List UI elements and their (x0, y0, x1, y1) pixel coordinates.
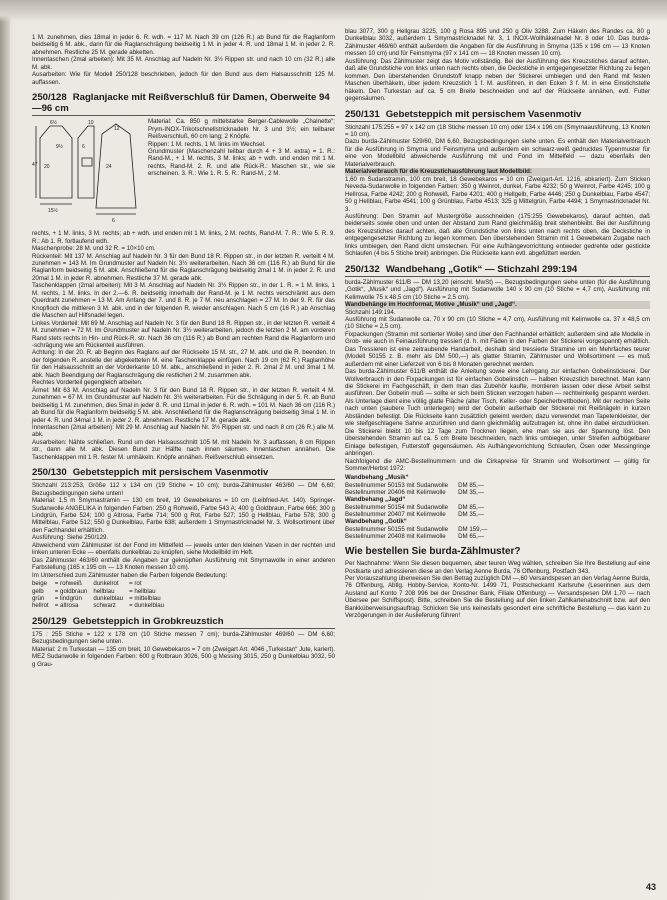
section-heading-250-129 (32, 616, 335, 629)
fig-label: 47 (32, 162, 38, 169)
intro-paragraph: blau 3077, 300 g Hellgrau 3225, 100 g Rosa 895 und 250 g Oliv 3288. Zum Häkeln des Randes ca. 80 g Dunkelblau 3032, außerdem 1 Smyrnastricknadel Nr. 3, 1 INOX-Wollhäkelnadel Nr. 8 oder 10. Das burda-Zählmuster 469/60 enthält außerdem die Angaben für die Ausführung in Smyrna (135 x 196 cm — 13 Knoten messen 10 cm) und für Feinsmyrna (97 x 141 cm — 18 Knoten messen 10 cm). (345, 28, 650, 58)
body-paragraph: Rechtes Vorderteil gegengleich arbeiten. (32, 379, 143, 387)
body-paragraph: Ausarbeiten: Nähte schließen. Rund um den Halsausschnitt 105 M. mit Nadeln Nr. 3 auffassen, 8 cm Rippen str., dann alle M. abk. Diesen Bund zur Hälfte nach innen säumen. Innentaschen annähen. Die Taschenklappen mit 1 R. fester M. umhäkeln. Knöpfe annähen. Reißverschluß einsetzen. (32, 438, 335, 461)
body-paragraph: Ausführung: Den Stramin auf Mustergröße ausschneiden (175:255 Gewebekaros), darauf achten, daß beiderseits sowie oben und unten der Abstand zum Rand gleichmäßig breit stehenbleibt. Bei der Ausführung des Kreuzstiches darauf achten, daß alle Grundstiche von links unten nach rechts oben, die Deckstiche in entgegengesetzter Richtung zu liegen kommen. Den überstehenden Stramin mit 1 Gewebekaro Zugabe nach links umbiegen, den Rand dicht umstechen. Für eine Aufhängevorrichtung entweder gedrehte oder gestickte Schlaufen (4 bis 5 Stiche breit) anbringen. Die Rückseite kann evtl. abgefüttert werden. (345, 212, 650, 258)
table-row: Bestellnummer 50155 mit Sudanwolle DM 159,— (345, 525, 488, 533)
rippen-paragraph: Rippen: 1 M. rechts, 1 M. links im Wechsel. (148, 140, 266, 148)
section-title: Wandbehang „Gotik“ — Stichzahl 299:194 (385, 263, 578, 275)
material-paragraph: Material: Ca. 850 g mittelstarke Berger-Cablewolle „Chalnette“; Prym-INOX-Trikotschnellstricknadeln Nr. 3 und 3½; ein teilbarer Reißverschluß, 60 cm lang; 2 Knöpfe. (148, 118, 335, 141)
order-table (345, 504, 494, 518)
fig-label: 20 (44, 164, 50, 171)
body-paragraph: rechts, + 1 M. links, 3 M. rechts; ab + wdh. und enden mit 1 M. links, 2 M. rechts, Rand-M. 7. R.: Wie 5. R. 9. R.: Ab 1. R. fortlaufend wdh. (32, 230, 335, 245)
intro-paragraph: 1 M. zunehmen, dies 18mal in jeder 6. R. wdh. = 117 M. Nach 39 cm (126 R.) ab Bund für die Raglanform beidseitig 6 M. abk., dann für die Raglanschrägung beidseitig 1 M. in jeder 4. R. und 18mal 1 M. in jeder 2. R. abnehmen. Restliche 25 M. gerade abketten. (32, 34, 335, 56)
body-paragraph: Innentaschen (2mal arbeiten): Mit 29 M. Anschlag auf Nadeln Nr. 3½ Rippen str. und nach 8 cm (26 R.) alle M. abk. (32, 423, 335, 439)
body-paragraph: Per Nachnahme: Wenn Sie diesen bequemen, aber teuren Weg wählen, schreiben Sie Ihre Bestellung auf eine Postkarte und adressieren diese an den Verlag Aenne Burda, 76 Offenburg, Postfach 343. (345, 560, 650, 575)
body-paragraph: Stichzahl 149:194. (345, 308, 396, 316)
figure-side-text (148, 118, 335, 230)
order-instructions-heading: Wie bestellen Sie burda-Zählmuster? (345, 546, 521, 558)
table-row: hellrot = altrosa schwarz = dunkelblau (32, 602, 165, 610)
intro-paragraph: Ausarbeiten: Wie für Modell 250/128 beschrieben, jedoch für den Bund aus dem Halsausschnitt 125 M. auffassen. (32, 71, 335, 86)
order-list (345, 474, 650, 540)
body-paragraph: Ausführung: Siehe 250/129. (32, 534, 109, 542)
left-column (32, 0, 335, 668)
fig-label: 6 (112, 218, 115, 225)
table-row: Bestellnummer 20407 mit Kelimwolle DM 35,— (345, 510, 485, 518)
order-group-title: Wandbehang „Musik“ (345, 474, 409, 482)
body-paragraph: burda-Zählmuster 611/B — DM 13,20 (einschl. MwSt) —, Bezugsbedingungen siehe unten (für die Ausführung „Gotik“, „Musik“ und „Jagd“). Ausführung mit Sudanwolle 140 x 90 cm (10 Stiche = 4,7 cm), Ausführung mit Kelimwolle 75 x 48,5 cm (10 Stiche = 2,5 cm). (345, 278, 650, 301)
section-number: 250/131 (345, 108, 380, 120)
body-paragraph: Das burda-Zählmuster 611/B enthält die Anleitung sowie eine Lehrgang zur einfachen Gobelinstickerei. Der Wollverbrauch in den Fixpackungen ist für einfachen Gobelinstich — halben Kreuzstich berechnet. Man kann die Stickerei im Fachgeschäft, in dem man das Zubehör kaufte, montieren lassen oder diese Arbeit selbst ausführen. Der Gobelin muß — sollte er sich beim Sticken verzogen haben — rechtwinkelig gespannt werden. Als Unterlage dient eine völlig glatte Fläche (alter Tisch, Keller- oder Speicherbrettboden). Mit der rechten Seite nach unten (saubere Tuch unterlegen) wird der Gobelin außerhalb der Stickerei mit Reißnägeln in kurzen Abständen befestigt. Die Rückseite kann zusätzlich geleimt werden; dazu verwendet man Tapetenkleister, der wie steifgeschlagene Sahne anzurühren und dann gleichmäßig aufzutragen ist, ohne ihn dabei einzudrücken. Die Stickerei bleibt 10 bis 12 Tage zum Trocknen liegen, ehe man sie aus der Spannung löst. Den überstehenden Stramin auf ca. 5 cm Breite beschneiden, nach links umbiegen, unter Streifen aufbügelbarer Einlage befestigen, Futterstoff gegensäumen. Als Aufhängevorrichtung Schlaufen, Ösen oder Messingringe anbringen. (345, 368, 650, 458)
fig-label: 10 (88, 120, 94, 127)
body-paragraph: Linkes Vorderteil: Mit 69 M. Anschlag auf Nadeln Nr. 3 für den Bund 18 R. Rippen str., in der letzten R. verteilt 4 M. zunehmen = 72 M. Im Grundmuster auf Nadeln Nr. 3½ weiterarbeiten, jedoch die letzten 2 M. am vorderen Rand stets rechts in Hin- und Rück-R. str. Nach 36 cm (116 R.) ab Bund am rechten Rand die Raglanform und -schrägung wie am Rückenteil ausführen. (32, 319, 335, 349)
intro-paragraph: Innentaschen (2mal arbeiten): Mit 35 M. Anschlag auf Nadeln Nr. 3½ Rippen str. und nach 10 cm (32 R.) alle M. abk. (32, 56, 335, 71)
body-paragraph: Abweichend vom Zählmuster ist der Fond im Mittelfeld — jeweils unter den kleinen Vasen in der rechten und linken unteren Ecke — ebenfalls dunkelblau zu knüpfen, siehe Modellbild im Heft. (32, 541, 335, 557)
page-number: 43 (646, 882, 657, 892)
body-paragraph: Ausführung mit Sudanwolle ca. 70 x 90 cm (10 Stiche = 4,7 cm), Ausführung mit Kelimwolle ca. 37 x 48,5 cm (10 Stiche = 2,5 cm). (345, 315, 650, 331)
body-paragraph: Dazu burda-Zählmuster 529/60, DM 6,60, Bezugsbedingungen siehe unten. Es enthält den Materialverbrauch für die Ausführung in Smyrna und Feinsmyrna und außerdem ein schwarz-weiß gedrucktes Typenmuster für eine von Modellbild abweichende Ausführung mit und Fond im Mittelfeld — dazu ebenfalls den Materialverbrauch. (345, 138, 650, 168)
body-paragraph: Material: 2 m Turkestan — 135 cm breit, 10 Gewebekaros = 7 cm (Zweigart Art. 4046 „Turkestan“ Jute, kariert). MEZ Sudanwolle in folgenden Farben: 600 g Rotbraun 3026, 500 g Messing 3015, 250 g Dunkelblau 3032, 50 g Grau- (32, 645, 335, 668)
section-number: 250/129 (32, 615, 67, 627)
bold-subheading: Wandbehänge im Hochformat, Motive „Musik“ und „Jagd“. (345, 301, 650, 308)
body-paragraph: Rückenteil: Mit 137 M. Anschlag auf Nadeln Nr. 3 für den Bund 18 R. Rippen str., in der letzten R. verteilt 4 M. zunehmen = 143 M. Im Grundmuster auf Nadeln Nr. 3½ weiterarbeiten. Nach 36 cm (116 R.) ab Bund für die Raglanform beidseitig 5 M. abk. Anschließend für die Raglanschrägung beidseitig 2mal 1 M. in jeder 2. R. und 20mal 1 M. in jeder R. abnehmen. Restliche 37 M. gerade abk. (32, 252, 335, 282)
body-paragraph: Fixpackungen (Stramin mit sortierter Wolle) sind über den Fachhandel erhältlich; außerdem sind alle Modelle in Grob- wie auch in Feinausführung tressiert (d. h. mit Fäden in den Farben der Stickerei vorgespannt) erhältlich. Das Tressieren ist eine zeitraubende Handarbeit, deshalb sind tressierte Stramine um ein Mehrfaches teurer (Modell 50155 z. B. mehr als DM 500,—) als glatter Stramin, Zählmuster und Wollsortiment — es muß außerdem mit einer Lieferzeit von 6 bis 8 Monaten gerechnet werden. (345, 330, 650, 368)
body-paragraph: 1,60 m Sudanstramin, 100 cm breit, 18 Gewebekaros = 10 cm (Zweigart-Art. 1216, abkariert). Zum Sticken Neveda-Sudanwolle in folgenden Farben: 350 g Weinrot, dunkel, Farbe 4232; 50 g Weinrot, Farbe 4245; 100 g Hellrosa, Farbe 4242; 200 g Rohweiß, Farbe 4201; 400 g Hellgelb, Farbe 4446; 250 g Dunkelblau, Farbe 4547; 50 g Hellblau, Farbe 4541; 100 g Grünblau, Farbe 4513; 325 g Mittelgrün, Farbe 4494; 1 Smyrnastricknadel Nr. 3. (345, 175, 650, 213)
pattern-figure-block (32, 118, 335, 230)
body-paragraph: Maschenprobe: 28 M. und 32 R. = 10×10 cm. (32, 245, 156, 253)
order-table (345, 526, 497, 540)
section-title: Gebetsteppich mit persischem Vasenmotiv (72, 467, 269, 479)
body-paragraph: Im Unterschied zum Zählmuster haben die Farben folgende Bedeutung: (32, 571, 228, 579)
body-paragraph: Per Vorauszahlung überweisen Sie den Betrag zuzüglich DM —,60 Versandspesen an den Verlag Aenne Burda, 76 Offenburg, Abtlg. Hobby-Service, Konto-Nr. 1499 71, Postscheckamt Karlsruhe (Leserinnen aus dem Ausland auf Konto 7 208 996 bei der Dresdner Bank, Filiale Offenburg) — Versandspesen DM 1,70 — nach Übersee per Schiffspost). Bitte, schreiben Sie die Bestellung auf den linken Zahlkartenabschnitt bzw. auf den Bankküberweisungsauftrag. Schicken Sie uns keinesfalls gesondert eine schriftliche Bestellung — das kann zu Verzögerungen in der Auslieferung führen! (345, 574, 650, 620)
section-heading-250-132 (345, 264, 650, 277)
body-paragraph: Ärmel: Mit 63 M. Anschlag auf Nadeln Nr. 3 für den Bund 18 R. Rippen str., in der letzten R. verteilt 4 M. zunehmen = 67 M. Im Grundmuster auf Nadeln Nr. 3½ weiterarbeiten. Für die Schrägung in der 5. R. ab Bund beidseitig 1 M. zunehmen, dies 5mal in jeder 8. R. und 11mal in jeder 6. R. wdh. = 101 M. Nach 36 cm (116 R.) ab Bund für die Raglanform beidseitig 5 M. abk. Anschließend für die Raglanschrägung beidseitig 3mal 1 M. in jeder 4. R. und 34mal 1 M. in jeder 2. R. abnehmen. Restliche 17 M. gerade abk. (32, 386, 335, 424)
body-paragraph: Nachfolgend die AMC-Bestellnummern und die Cirkapreise für Stramin und Wollsortiment — gültig für Sommer/Herbst 1972: (345, 457, 650, 473)
material-heading: Materialverbrauch für die Kreuzstichausführung laut Modellbild: (345, 168, 650, 175)
intro-paragraph: Ausführung: Das Zählmuster zeigt das Motiv vollständig. Bei der Ausführung des Kreuzstiches darauf achten, daß alle Grundstiche von links unten nach rechts oben, die Deckstiche in entgegengesetzter Richtung zu liegen kommen. Den überstehenden Grundstoff knapp neben der Stickerei umbiegen und den Rand mit festen Maschen überhäkeln, über jedem Kreuzstich 1 f. M. ausführen, in den Ecken 3 f. M. in eine Einstichstelle häkeln. Den Turkestan auf ca. 5 cm Breite beschneiden und auf der Rückseite annähen, evtl. Futter gegensäumen. (345, 57, 650, 103)
fig-label: 12 (114, 126, 120, 133)
body-paragraph: 175 : 255 Stiche = 122 x 178 cm (10 Stiche messen 7 cm); burda-Zählmuster 469/60 — DM 6,60; Bezugsbedingungen siehe unten. (32, 630, 335, 646)
section-number: 250/132 (345, 263, 380, 275)
fig-label: 6 (82, 144, 85, 151)
fig-label: 15½ (48, 208, 58, 215)
fig-label: 6½ (50, 120, 57, 127)
section-number: 250/128 (32, 92, 67, 104)
section-title: Gebetsteppich mit persischem Vasenmotiv (385, 108, 582, 120)
body-paragraph: Material: 1,5 m Smyrnastramin — 130 cm breit, 19 Gewebekaros = 10 cm (Leibfried-Art. 140). Springer-Sudanwolle ANGELIKA in folgenden Farben: 250 g Rohweiß, Farbe 543 A; 400 g Goldbraun, Farbe 666; 300 g Lindgrün, Farbe 524; 100 g Altrosa, Farbe 714; 500 g Rot, Farbe 527; 150 g Hellblau, Farbe 578; 300 g Mittelblau, Farbe 512; 550 g Dunkelblau, Farbe 638; außerdem 1 Smyrnastricknadel Nr. 3. Wollsortiment über den Fachhandel erhältlich. (32, 497, 335, 534)
body-paragraph: Achtung: In der 20. R. ab Beginn des Raglans auf der Rückseite 15 M. str., 27 M. abk. und die R. beenden. In der folgenden R. anstelle der abgeketteten M. eine Taschenklappe einfügen. Nach 19 cm (62 R.) Raglanhöhe für den Halsausschnitt an der Vorderkante 10 M. abk., anschließend in jeder 2. R. 2mal 2 M. und 3mal 1 M. abk. Nach Beendigung der Raglanschrägung die restlichen 2 M. zusammen abk. (32, 349, 335, 379)
order-group-title: Wandbehang „Jagd“ (345, 496, 406, 504)
body-paragraph: Taschenklappen (2mal arbeiten): Mit 3 M. Anschlag auf Nadeln Nr. 3½ Rippen str., in der 1. R. = 1 M. links, 1 M. rechts, 1 M. links. In der 2.—6. R. beidseitig innerhalb der Rand-M. je 1 M. rechts verschränkt aus dem Querdraht zunehmen = 13 M. Am Anfang der 7. und 8. R. je 7 M. neu anschlagen = 27 M. In der 9. R. für das Knopfloch die mittleren 3 M. abk. und in der folgenden R. wieder anschlagen. Nach 5 cm (16 R.) ab Anschlag die Maschen auf Hilfsnadel legen. (32, 282, 335, 320)
fig-label: 24 (106, 164, 112, 171)
table-row: gelb = goldbraun hellblau = hellblau (32, 587, 156, 595)
table-row: Bestellnummer 20408 mit Kelimwolle DM 65,— (345, 532, 485, 540)
grundmuster-paragraph: Grundmuster (Maschenzahl teilbar durch 4 + 3 M. extra) = 1. R.: Rand-M., + 1 M. rechts, 3 M. links; ab + wdh. und enden mit 1 M. rechts, Rand-M. 2. R. und alle Rück-R.: Maschen str., wie sie erscheinen. 3. R.: Wie 1. R. 5. R.: Rand-M., 2 M. (148, 147, 335, 178)
body-paragraph: Stichzahl 175:255 = 97 x 142 cm (18 Stiche messen 10 cm) oder 134 x 196 cm (Smyrnaausführung, 13 Knoten = 10 cm). (345, 123, 650, 138)
order-table (345, 482, 494, 496)
table-row: Bestellnummer 50154 mit Sudanwolle DM 85,— (345, 503, 485, 511)
section-title: Gebetsteppich in Grobkreuzstich (72, 615, 224, 627)
order-group-title: Wandbehang „Gotik“ (345, 518, 407, 526)
sewing-pattern-diagram (32, 118, 142, 230)
body-paragraph: Das Zählmuster 463/60 enthält die Angaben zur geknüpften Ausführung mit Smyrnawolle in einer anderen Farbstellung (165 x 195 cm — 13 Knoten messen 10 cm). (32, 556, 335, 572)
section-heading-250-131 (345, 109, 650, 122)
table-row: Bestellnummer 50153 mit Sudanwolle DM 85,— (345, 481, 485, 489)
right-column (345, 0, 650, 620)
table-row: beige = rohweiß dunkelrot = rot (32, 580, 142, 588)
section-number: 250/130 (32, 467, 67, 479)
fig-label: 9½ (56, 144, 63, 151)
section-heading-250-128 (32, 92, 335, 116)
section-title: Raglanjacke mit Reißverschluß für Damen, Oberweite 94—96 cm (32, 92, 330, 115)
body-paragraph: Stichzahl 213:253, Größe 112 x 134 cm (19 Stiche = 10 cm); burda-Zählmuster 463/60 — DM 6,60; Bezugsbedingungen siehe unten! (32, 482, 335, 497)
table-row: Bestellnummer 20406 mit Kelimwolle DM 35,— (345, 489, 485, 497)
page-spine (0, 0, 10, 900)
table-row: grün = lindgrün dunkelblau = mittelblau (32, 594, 161, 602)
section-heading-250-130 (32, 467, 335, 480)
color-mapping-table (32, 580, 170, 610)
